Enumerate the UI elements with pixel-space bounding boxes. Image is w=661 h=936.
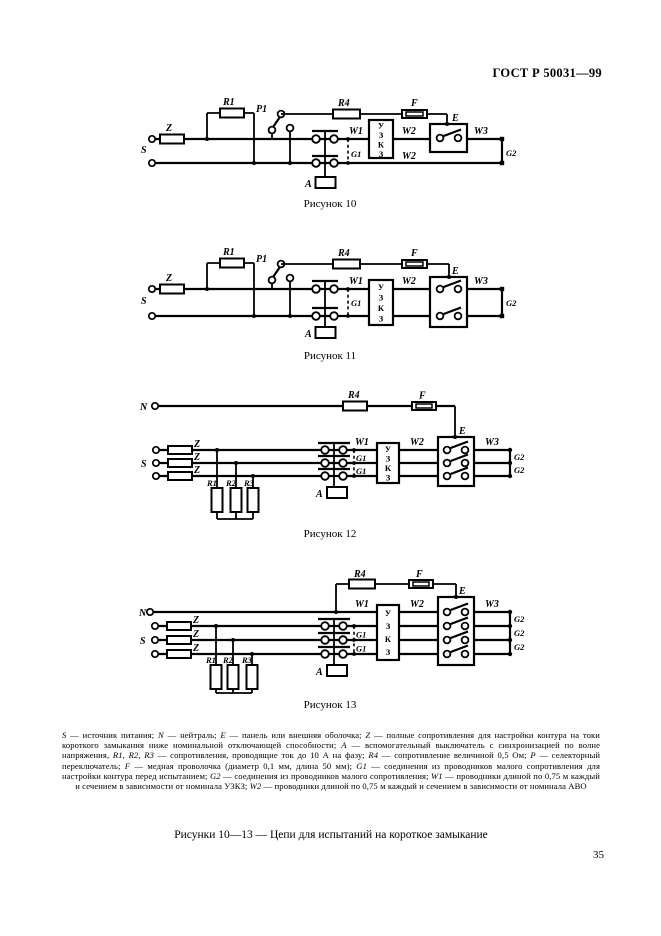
calibration-branch <box>281 248 451 279</box>
label-n: N <box>140 402 148 413</box>
svg-text:З: З <box>378 313 384 324</box>
legend-symbol: R1, R2, R3 <box>112 750 155 761</box>
label-f: F <box>411 98 418 109</box>
resistor-R1 <box>205 97 256 165</box>
label-r1: R1 <box>206 655 216 665</box>
legend-desc: — сопротивление величиной 0,5 Ом; <box>378 750 531 761</box>
label-r1: R1 <box>223 247 235 258</box>
label-r3: R3 <box>244 478 254 488</box>
label-r4: R4 <box>348 390 360 401</box>
label-w3: W3 <box>474 276 488 287</box>
svg-text:G1: G1 <box>356 629 367 640</box>
svg-text:З: З <box>378 130 384 140</box>
legend-symbol: G2 <box>209 770 221 781</box>
figure-12-caption: Рисунок 12 <box>303 528 357 540</box>
label-g2: G2 <box>506 298 517 308</box>
g2-link <box>500 137 517 165</box>
panel-E <box>430 113 467 152</box>
aux-switch-contacts <box>312 131 338 177</box>
page-number: 35 <box>593 849 604 861</box>
svg-text:У: У <box>377 282 385 292</box>
label-e: E <box>452 266 459 277</box>
label-r2: R2 <box>226 478 236 488</box>
label-z: Z <box>166 123 173 134</box>
label-s: S <box>141 459 147 470</box>
label-g1: G1 <box>351 149 362 159</box>
svg-text:G2: G2 <box>514 452 525 462</box>
svg-text:Z: Z <box>193 629 200 640</box>
svg-text:Z: Z <box>193 615 200 626</box>
legend-symbol: R4 <box>368 750 379 761</box>
aux-switch-contacts <box>318 443 350 487</box>
svg-text:У: У <box>384 444 392 454</box>
legend-desc: — проводники длиной по 0,75 м каждый и сечением в зависимости от номинала АВО <box>261 781 587 792</box>
legend-desc: — нейтраль; <box>163 730 221 740</box>
label-a: A <box>316 489 323 500</box>
legend-desc: — соединения из проводников малого сопротивления для настройки контура перед испытанием; <box>62 760 600 781</box>
calibration-branch <box>281 98 449 126</box>
svg-text:Z: Z <box>193 643 200 654</box>
figure-legend <box>62 730 600 791</box>
label-r2: R2 <box>223 655 233 665</box>
label-r4: R4 <box>338 248 350 259</box>
label-g1: G1 <box>351 298 362 308</box>
legend-symbol: A <box>341 740 347 751</box>
impedance-Z <box>160 123 184 144</box>
svg-text:G2: G2 <box>514 628 525 638</box>
svg-text:К: К <box>384 634 392 644</box>
legend-symbol: N <box>158 730 164 740</box>
svg-text:З: З <box>385 472 391 483</box>
svg-text:З: З <box>385 621 391 631</box>
svg-text:G1: G1 <box>356 466 367 476</box>
svg-text:G2: G2 <box>514 642 525 652</box>
source-terminals <box>141 136 155 166</box>
figure-12-diagram <box>138 390 528 526</box>
figure-10-caption: Рисунок 10 <box>303 198 357 210</box>
legend-symbol: S <box>62 730 67 740</box>
label-w1: W1 <box>355 599 369 610</box>
resistor-R4 <box>343 402 367 411</box>
legend-symbol: E <box>220 730 226 740</box>
g1-link <box>346 137 361 165</box>
resistor-R1 <box>205 247 256 318</box>
load-resistors <box>206 448 259 519</box>
label-f: F <box>411 248 418 259</box>
label-n: N <box>139 608 147 619</box>
label-p1: P1 <box>256 254 268 265</box>
legend-symbol: W1 <box>431 770 443 781</box>
svg-text:Z: Z <box>194 465 201 476</box>
legend-desc: — сопротивления, проводящие ток до 10 А на фазу; <box>154 750 369 761</box>
label-e: E <box>459 426 466 437</box>
svg-text:У: У <box>384 608 392 618</box>
g1-link <box>346 287 361 318</box>
label-e: E <box>459 586 466 597</box>
svg-text:G2: G2 <box>514 614 525 624</box>
label-a: A <box>316 667 323 678</box>
label-s: S <box>140 636 146 647</box>
svg-text:К: К <box>384 463 392 473</box>
legend-symbol: F <box>124 760 131 771</box>
legend-desc: — полные сопротивления для настройки контура на токи короткого замыкания ниже номинальной отключающей способности; <box>62 730 600 751</box>
label-w3: W3 <box>474 126 488 137</box>
label-w1: W1 <box>349 126 363 137</box>
svg-text:У: У <box>377 120 385 131</box>
legend-desc: — соединения из проводников малого сопротивления; <box>220 770 432 781</box>
legend-symbol: Z <box>365 730 371 740</box>
panel-E <box>430 266 467 327</box>
legend-symbol: P <box>530 750 536 761</box>
label-r1: R1 <box>223 97 235 108</box>
aux-switch-A <box>315 665 347 678</box>
label-f: F <box>419 390 426 402</box>
g2-link <box>500 287 517 318</box>
label-w3: W3 <box>485 599 499 610</box>
figure-13-caption: Рисунок 13 <box>303 699 357 711</box>
label-w1: W1 <box>355 437 369 448</box>
panel-E <box>438 586 474 665</box>
figure-13-diagram <box>138 563 528 703</box>
legend-desc: — медная проволочка (диаметр 0,1 мм, длина 50 мм); <box>130 760 357 771</box>
label-e: E <box>452 113 459 124</box>
svg-text:З: З <box>378 292 384 303</box>
label-r4: R4 <box>354 569 366 580</box>
aux-switch-contacts <box>312 281 338 327</box>
panel-E <box>438 426 474 486</box>
legend-symbol: G1 <box>356 760 367 771</box>
svg-text:Z: Z <box>194 452 201 463</box>
figures-group-caption: Рисунки 10—13 — Цепи для испытаний на короткое замыкание <box>174 829 488 841</box>
figure-10-diagram <box>138 98 522 194</box>
label-w1: W1 <box>349 276 363 287</box>
legend-desc: — проводники длиной по 0,75 м каждый и сечением в зависимости от номинала УЗКЗ; <box>75 770 600 792</box>
figure-11-diagram <box>138 247 522 342</box>
label-a: A <box>305 329 312 340</box>
svg-text:З: З <box>378 149 384 159</box>
aux-switch-A <box>304 327 336 340</box>
legend-desc: — панель или внешняя оболочка; <box>225 730 366 740</box>
label-f: F <box>416 569 423 580</box>
g2-links <box>508 610 525 656</box>
label-w2-top: W2 <box>402 126 416 137</box>
label-r1: R1 <box>207 478 217 488</box>
load-resistors <box>205 624 258 693</box>
label-s: S <box>141 145 147 156</box>
resistor-R4 <box>349 580 375 589</box>
aux-switch-A <box>304 177 336 190</box>
aux-switch-A <box>315 487 347 500</box>
aux-switch-contacts <box>318 619 350 665</box>
label-p1: P1 <box>256 104 268 115</box>
svg-text:З: З <box>385 647 391 657</box>
impedances-Z <box>168 439 200 480</box>
label-g2: G2 <box>506 148 517 158</box>
svg-text:К: К <box>377 139 385 150</box>
uzkz-device <box>369 120 393 159</box>
resistor-R4 <box>333 260 360 269</box>
legend-desc: — вспомогательный выключатель с синхронизацией по волне напряжения, <box>62 740 601 761</box>
label-a: A <box>305 179 312 190</box>
legend-symbol: W2 <box>249 781 262 792</box>
label-w2-bottom: W2 <box>402 151 416 162</box>
source-terminals <box>141 447 159 479</box>
source-terminals <box>140 623 158 657</box>
label-w2: W2 <box>410 437 424 448</box>
svg-text:G2: G2 <box>514 465 525 475</box>
standard-number-header: ГОСТ Р 50031—99 <box>492 66 602 80</box>
svg-text:G1: G1 <box>356 453 367 463</box>
resistor-R4 <box>333 110 360 119</box>
label-z: Z <box>166 273 173 284</box>
source-terminals <box>141 286 155 319</box>
legend-desc: — источник питания; <box>66 730 158 740</box>
uzkz-device <box>377 605 399 660</box>
svg-text:З: З <box>385 453 391 464</box>
g2-links <box>508 448 525 478</box>
label-w2: W2 <box>410 599 424 610</box>
svg-text:G1: G1 <box>356 643 367 654</box>
uzkz-device <box>377 443 399 483</box>
impedance-Z <box>160 273 184 294</box>
uzkz-device <box>369 280 393 325</box>
figure-11-caption: Рисунок 11 <box>303 350 357 362</box>
svg-text:К: К <box>377 303 385 313</box>
svg-text:Z: Z <box>194 439 201 450</box>
label-s: S <box>141 296 147 307</box>
neutral-line <box>139 390 457 439</box>
label-w2: W2 <box>402 276 416 287</box>
label-r4: R4 <box>338 98 350 109</box>
label-r3: R3 <box>242 655 252 665</box>
impedances-Z <box>167 615 199 658</box>
legend-desc: — селекторный переключатель; <box>62 750 601 771</box>
label-w3: W3 <box>485 437 499 448</box>
